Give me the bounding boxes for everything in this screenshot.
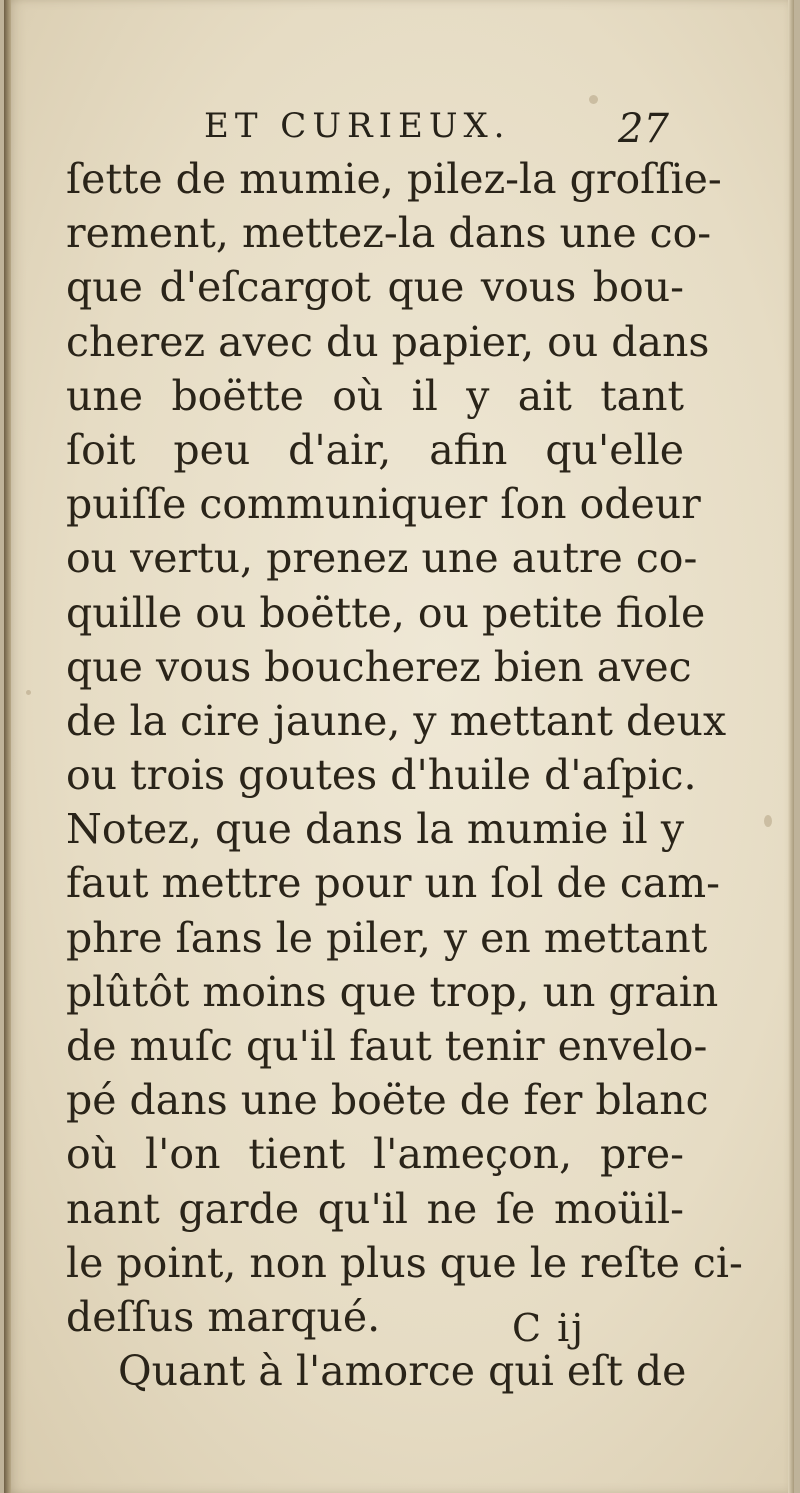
text-line: où l'on tient l'ameçon, pre- <box>66 1130 684 1179</box>
text-line: une boëtte où il y ait tant <box>66 371 684 420</box>
text-line: le point, non plus que le reſte ci- <box>66 1238 743 1287</box>
text-line: plûtôt moins que trop, un grain <box>66 967 719 1016</box>
running-head-title: ET CURIEUX. <box>204 106 511 146</box>
text-line: puiſſe communiquer ſon odeur <box>66 480 701 529</box>
text-line: quille ou boëtte, ou petite fiole <box>66 588 706 637</box>
body-text <box>66 152 743 1398</box>
text-line: que d'eſcargot que vous bou- <box>66 263 684 312</box>
text-line: phre ſans le piler, y en mettant <box>66 913 708 962</box>
book-page <box>4 0 794 1493</box>
paper-spot <box>26 690 31 695</box>
text-line: nant garde qu'il ne ſe moüil- <box>66 1184 684 1233</box>
text-line: ſette de mumie, pilez-la groſſie- <box>66 155 722 203</box>
text-line: ou trois goutes d'huile d'aſpic. <box>66 751 697 800</box>
text-line: ſoit peu d'air, afin qu'elle <box>66 425 684 474</box>
paper-spot <box>589 95 598 104</box>
page-edge <box>788 0 794 1493</box>
text-line: rement, mettez-la dans une co- <box>66 209 712 258</box>
text-line: ou vertu, prenez une autre co- <box>66 534 698 583</box>
text-line-paragraph-start: Quant à l'amorce qui eſt de <box>118 1347 687 1396</box>
text-line: faut mettre pour un ſol de cam- <box>66 859 721 908</box>
page-number: 27 <box>618 106 669 152</box>
text-line: de la cire jaune, y mettant deux <box>66 696 727 745</box>
signature-mark: C ij <box>512 1306 586 1350</box>
text-line: deſſus marqué. <box>66 1292 381 1341</box>
text-line: Notez, que dans la mumie il y <box>66 805 684 854</box>
text-line: que vous boucherez bien avec <box>66 642 692 691</box>
paper-spot <box>764 815 772 827</box>
text-line: de muſc qu'il faut tenir envelo- <box>66 1022 708 1070</box>
page-gutter-shadow <box>4 0 11 1493</box>
running-head <box>4 106 794 156</box>
text-line: cherez avec du papier, ou dans <box>66 317 710 366</box>
text-line: pé dans une boëte de fer blanc <box>66 1076 709 1125</box>
